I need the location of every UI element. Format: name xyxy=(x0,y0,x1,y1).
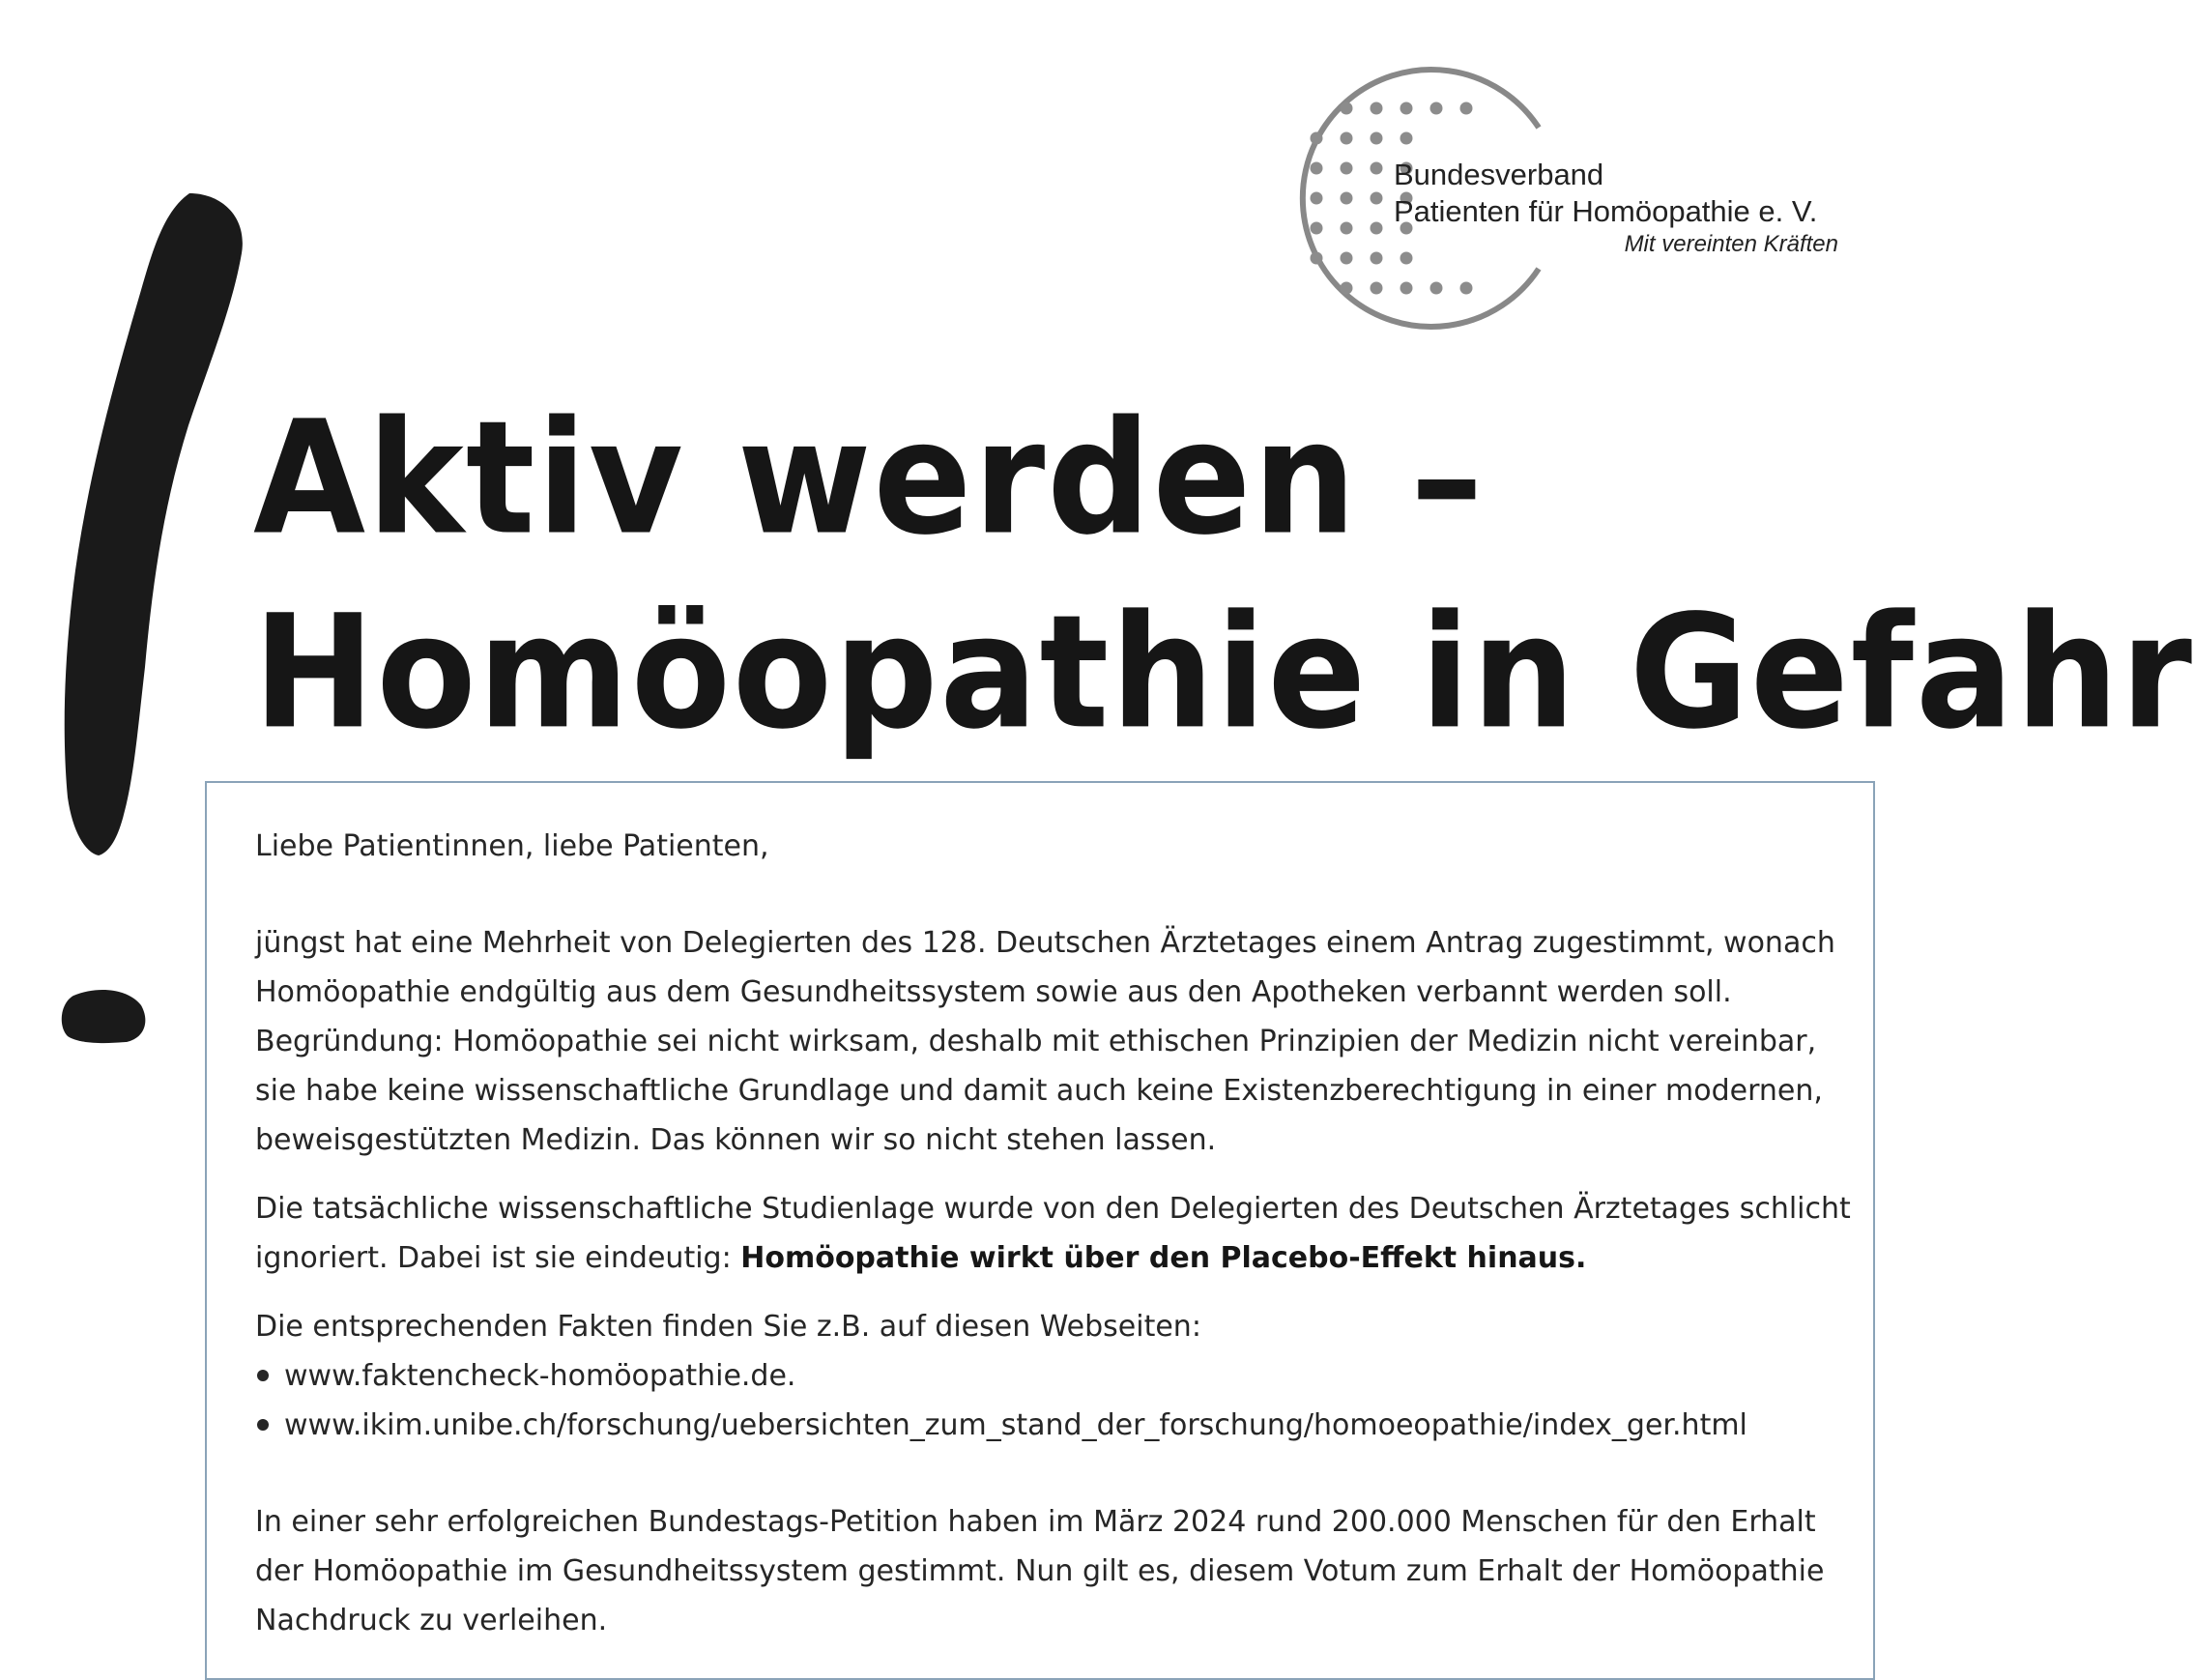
page-headline xyxy=(253,382,2194,770)
paragraph-2-lead: Die tatsächliche wissenschaftliche Studienlage wurde von den Delegierten des Deutschen Ärztetages schlicht ignoriert. Dabei ist sie eindeutig: xyxy=(255,1192,1851,1275)
organization-logo xyxy=(1266,58,1923,338)
logo-dot xyxy=(1430,282,1443,295)
logo-dot xyxy=(1371,132,1383,145)
exclamation-stroke xyxy=(65,193,243,855)
headline-line2: Homöopathie in Gefahr xyxy=(253,582,2194,765)
letter-paragraph-1: jüngst hat eine Mehrheit von Delegierten des 128. Deutschen Ärztetages einem Antrag zugestimmt, wonach Homöopathie endgültig aus dem Gesundheitssystem sowie aus den Apotheken verbannt werden soll. Begründung: Homöopathie sei nicht wirksam, deshalb mit ethischen Prinzipien der Medizin nicht vereinbar, sie habe keine wissenschaftliche Grundlage und damit auch keine Existenzberechtigung in einer modernen, beweisgestützten Medizin. Das können wir so nicht stehen lassen. xyxy=(255,926,1835,1157)
headline-line1: Aktiv werden – xyxy=(253,388,1486,570)
logo-dot xyxy=(1371,162,1383,175)
paragraph-2-emphasis: Homöopathie wirkt über den Placebo-Effekt hinaus. xyxy=(740,1241,1587,1275)
logo-dot xyxy=(1371,102,1383,115)
logo-dot xyxy=(1341,192,1353,205)
logo-dot xyxy=(1400,132,1413,145)
letter-paragraph-3: In einer sehr erfolgreichen Bundestags-Petition haben im März 2024 rund 200.000 Menschen für den Erhalt der Homöopathie im Gesundheitssystem gestimmt. Nun gilt es, diesem Votum zum Erhalt der Homöopathie Nachdruck zu verleihen. xyxy=(255,1505,1825,1637)
logo-dot xyxy=(1341,282,1353,295)
letter-content xyxy=(255,822,1860,1665)
logo-dot xyxy=(1341,222,1353,235)
logo-dot xyxy=(1311,222,1323,235)
logo-dot xyxy=(1371,222,1383,235)
logo-dot xyxy=(1400,282,1413,295)
logo-dot xyxy=(1311,192,1323,205)
logo-dot xyxy=(1371,252,1383,265)
logo-dot xyxy=(1311,252,1323,265)
logo-tagline: Mit vereinten Kräften xyxy=(1624,231,1838,257)
logo-dot xyxy=(1341,102,1353,115)
logo-dot xyxy=(1460,282,1473,295)
logo-dot xyxy=(1311,162,1323,175)
logo-dot xyxy=(1341,132,1353,145)
logo-dot xyxy=(1341,162,1353,175)
website-link-ikim[interactable]: www.ikim.unibe.ch/forschung/uebersichten_zum_stand_der_forschung/homoeopathie/index_ger.html xyxy=(284,1408,1747,1442)
exclamation-dot xyxy=(62,990,146,1043)
logo-org-name-line2: Patienten für Homöopathie e. V. xyxy=(1394,194,1818,228)
website-link-faktencheck[interactable]: www.faktencheck-homöopathie.de. xyxy=(284,1359,796,1393)
logo-dot xyxy=(1341,252,1353,265)
logo-dot xyxy=(1371,192,1383,205)
logo-dot xyxy=(1311,132,1323,145)
list-item xyxy=(255,1351,1860,1401)
logo-dot xyxy=(1371,282,1383,295)
bullet-icon xyxy=(257,1419,269,1431)
letter-paragraph-2 xyxy=(255,1184,1860,1283)
website-links-list xyxy=(255,1351,1860,1450)
logo-dot xyxy=(1430,102,1443,115)
list-item xyxy=(255,1401,1860,1450)
logo-text xyxy=(1394,157,1935,259)
logo-dot xyxy=(1400,102,1413,115)
letter-box xyxy=(205,781,1875,1680)
logo-org-name-line1: Bundesverband xyxy=(1394,158,1604,191)
letter-salutation: Liebe Patientinnen, liebe Patienten, xyxy=(255,829,769,863)
bullet-icon xyxy=(257,1370,269,1381)
logo-dot xyxy=(1460,102,1473,115)
links-intro: Die entsprechenden Fakten finden Sie z.B. auf diesen Webseiten: xyxy=(255,1310,1201,1344)
